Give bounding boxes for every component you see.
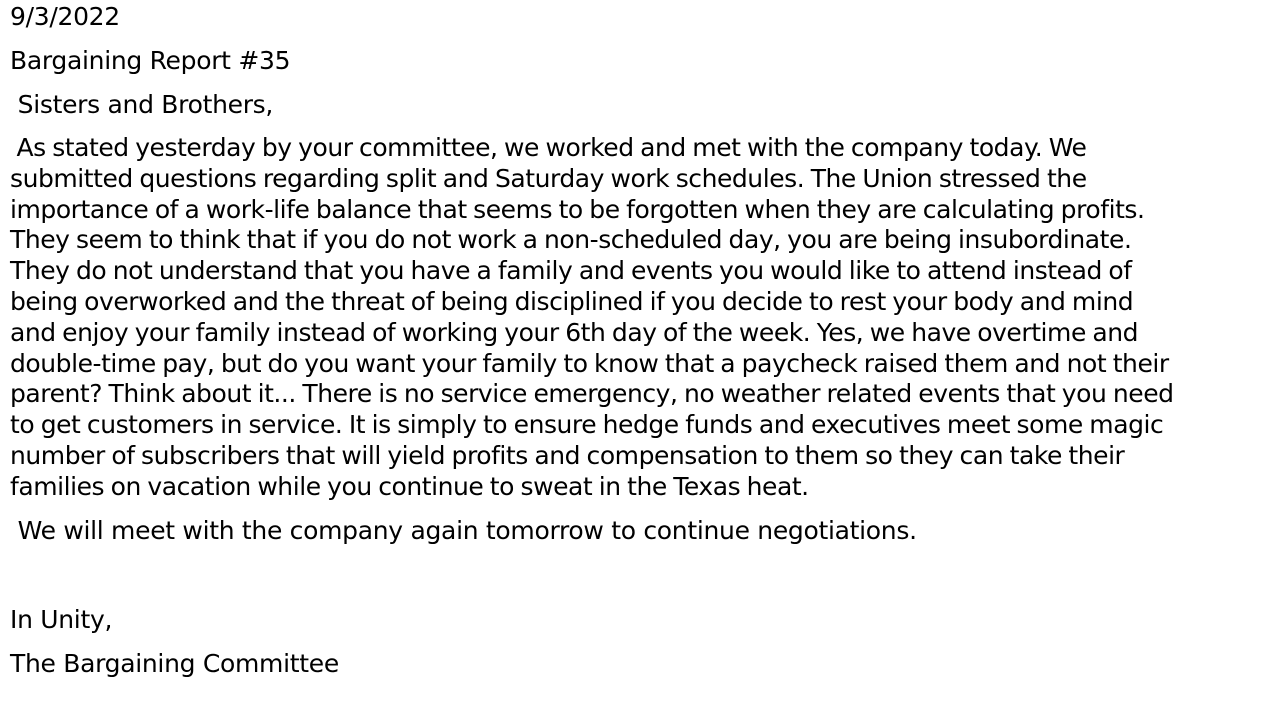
body-paragraph	[10, 133, 1174, 503]
closing-note: We will meet with the company again tomorrow to continue negotiations.	[10, 516, 917, 545]
body-line: being overworked and the threat of being disciplined if you decide to rest your body and mind	[10, 286, 1134, 316]
body-line: number of subscribers that will yield profits and compensation to them so they can take their	[10, 440, 1125, 470]
body-line: double-time pay, but do you want your family to know that a paycheck raised them and not their	[10, 348, 1169, 378]
body-line: and enjoy your family instead of working your 6th day of the week. Yes, we have overtime and	[10, 317, 1139, 347]
body-line: families on vacation while you continue to sweat in the Texas heat.	[10, 471, 809, 501]
body-line: to get customers in service. It is simply to ensure hedge funds and executives meet some magic	[10, 410, 1164, 440]
report-date: 9/3/2022	[10, 2, 120, 31]
signature: The Bargaining Committee	[10, 649, 339, 678]
body-line: As stated yesterday by your committee, we worked and met with the company today. We	[10, 133, 1087, 162]
body-line: They do not understand that you have a family and events you would like to attend instead of	[10, 256, 1132, 286]
signoff: In Unity,	[10, 605, 113, 634]
body-line: importance of a work-life balance that seems to be forgotten when they are calculating profits.	[10, 194, 1145, 224]
body-line: They seem to think that if you do not work a non-scheduled day, you are being insubordinate.	[10, 225, 1132, 255]
greeting: Sisters and Brothers,	[10, 90, 274, 119]
body-line: parent? Think about it... There is no service emergency, no weather related events that you need	[10, 379, 1174, 409]
report-title: Bargaining Report #35	[10, 46, 291, 75]
body-line: submitted questions regarding split and Saturday work schedules. The Union stressed the	[10, 163, 1087, 193]
